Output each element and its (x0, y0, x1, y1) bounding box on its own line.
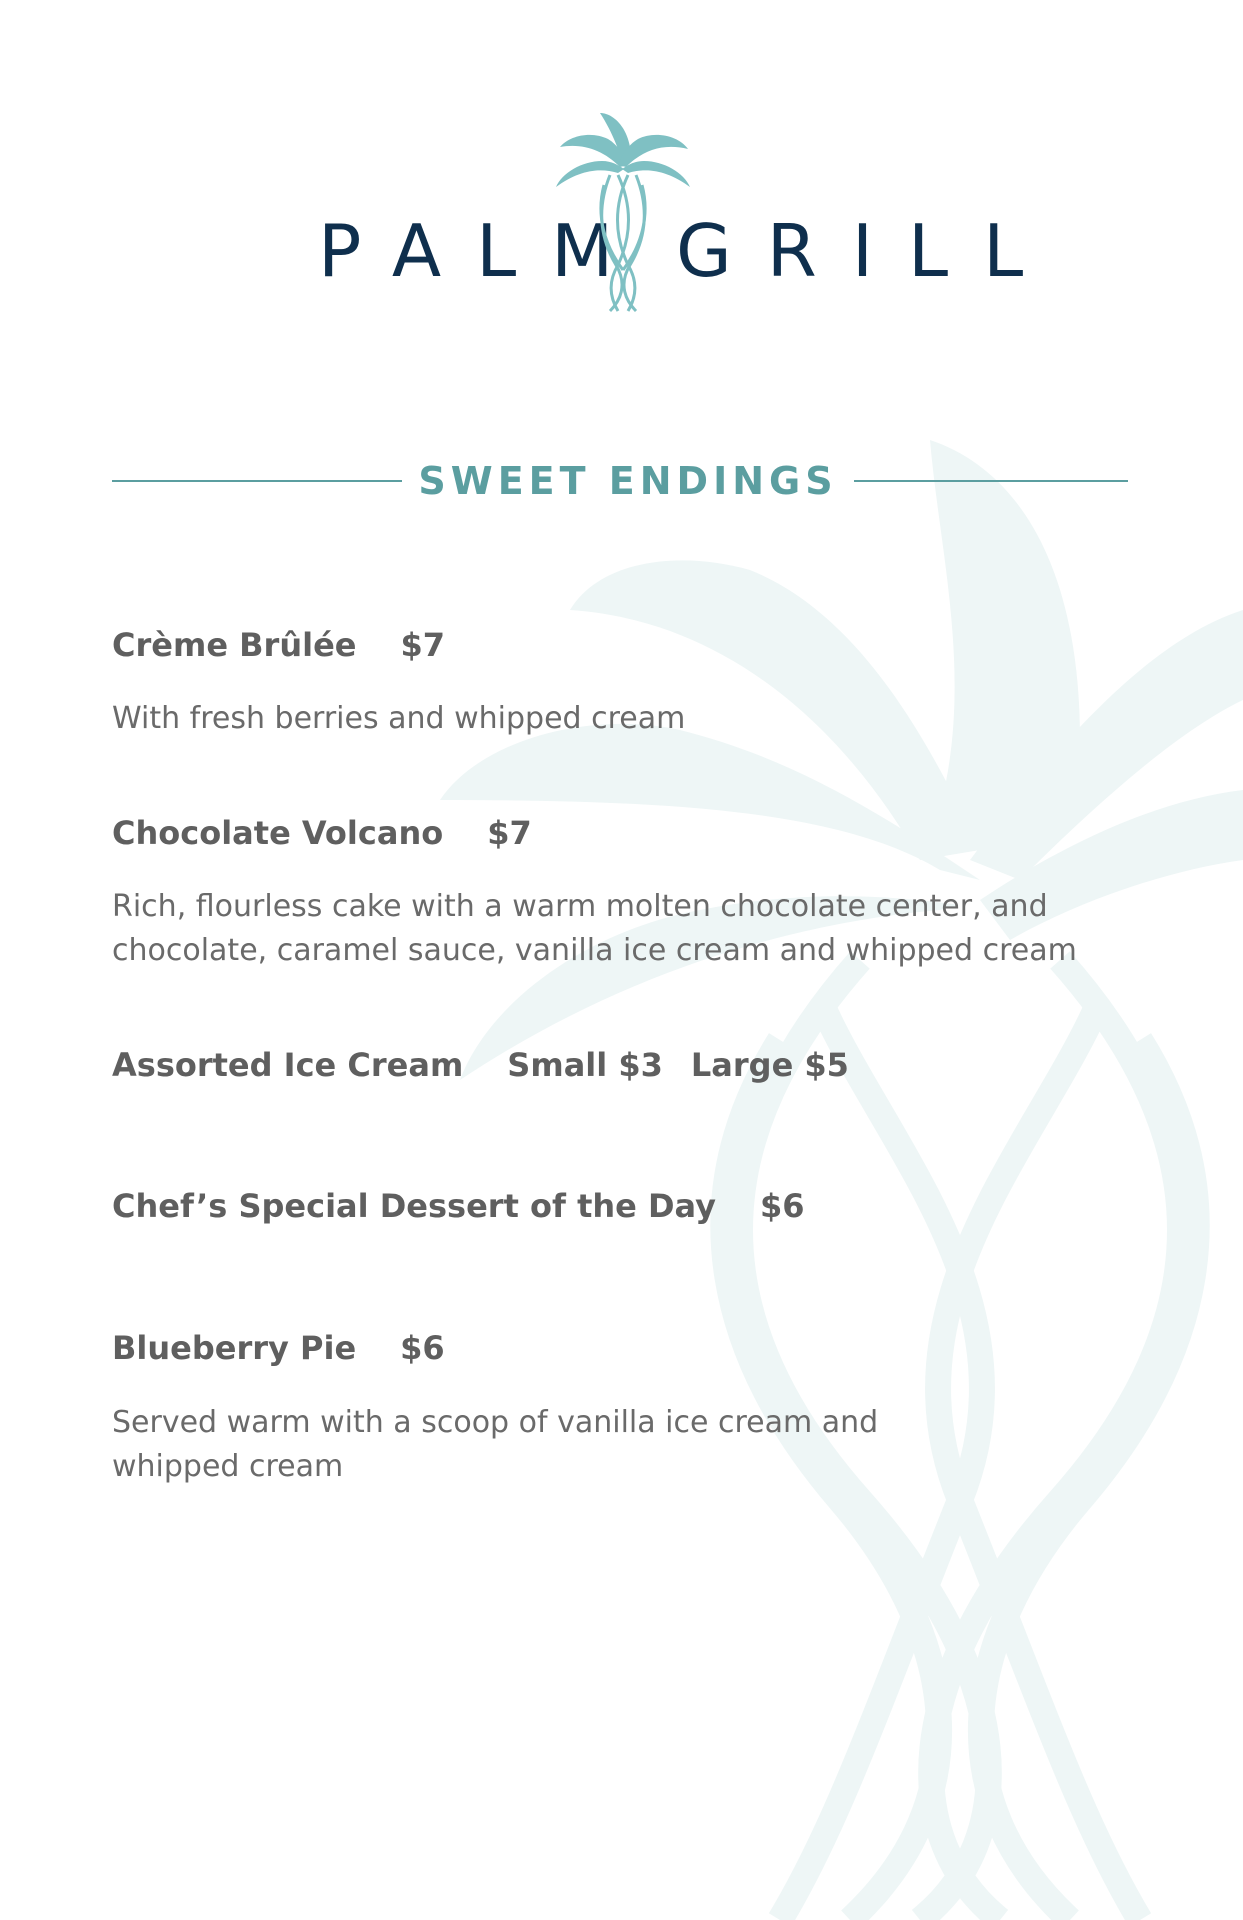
menu-item-title (112, 625, 445, 665)
menu-item-title (112, 1186, 805, 1226)
item-description: whipped cream (112, 1449, 344, 1484)
item-price: $6 (760, 1187, 805, 1225)
item-price: $7 (400, 626, 446, 664)
item-price: $6 (400, 1329, 445, 1367)
item-description: chocolate, caramel sauce, vanilla ice cream and whipped cream (112, 933, 1077, 968)
divider-left (112, 480, 402, 482)
item-description: Served warm with a scoop of vanilla ice cream and (112, 1405, 879, 1440)
item-description: Rich, flourless cake with a warm molten chocolate center, and (112, 889, 1048, 924)
item-price: $7 (487, 814, 532, 852)
section-title: SWEET ENDINGS (418, 459, 838, 503)
item-name: Crème Brûlée (112, 626, 357, 664)
item-name: Blueberry Pie (112, 1329, 357, 1367)
menu-item-title (112, 1328, 445, 1368)
section-header (112, 455, 1128, 505)
item-description: With fresh berries and whipped cream (112, 701, 686, 736)
palm-watermark-icon (420, 440, 1243, 1920)
menu-item-title (112, 813, 532, 853)
item-name: Chocolate Volcano (112, 814, 444, 852)
item-name: Assorted Ice Cream (112, 1046, 464, 1084)
item-price-large: Large $5 (690, 1046, 849, 1084)
divider-right (854, 480, 1128, 482)
item-price-small: Small $3 (507, 1046, 663, 1084)
menu-item-title (112, 1045, 849, 1085)
logo (0, 105, 1243, 315)
logo-word-right: GRILL (676, 209, 1059, 293)
logo-word-left: PALM (318, 209, 649, 293)
item-name: Chef’s Special Dessert of the Day (112, 1187, 717, 1225)
